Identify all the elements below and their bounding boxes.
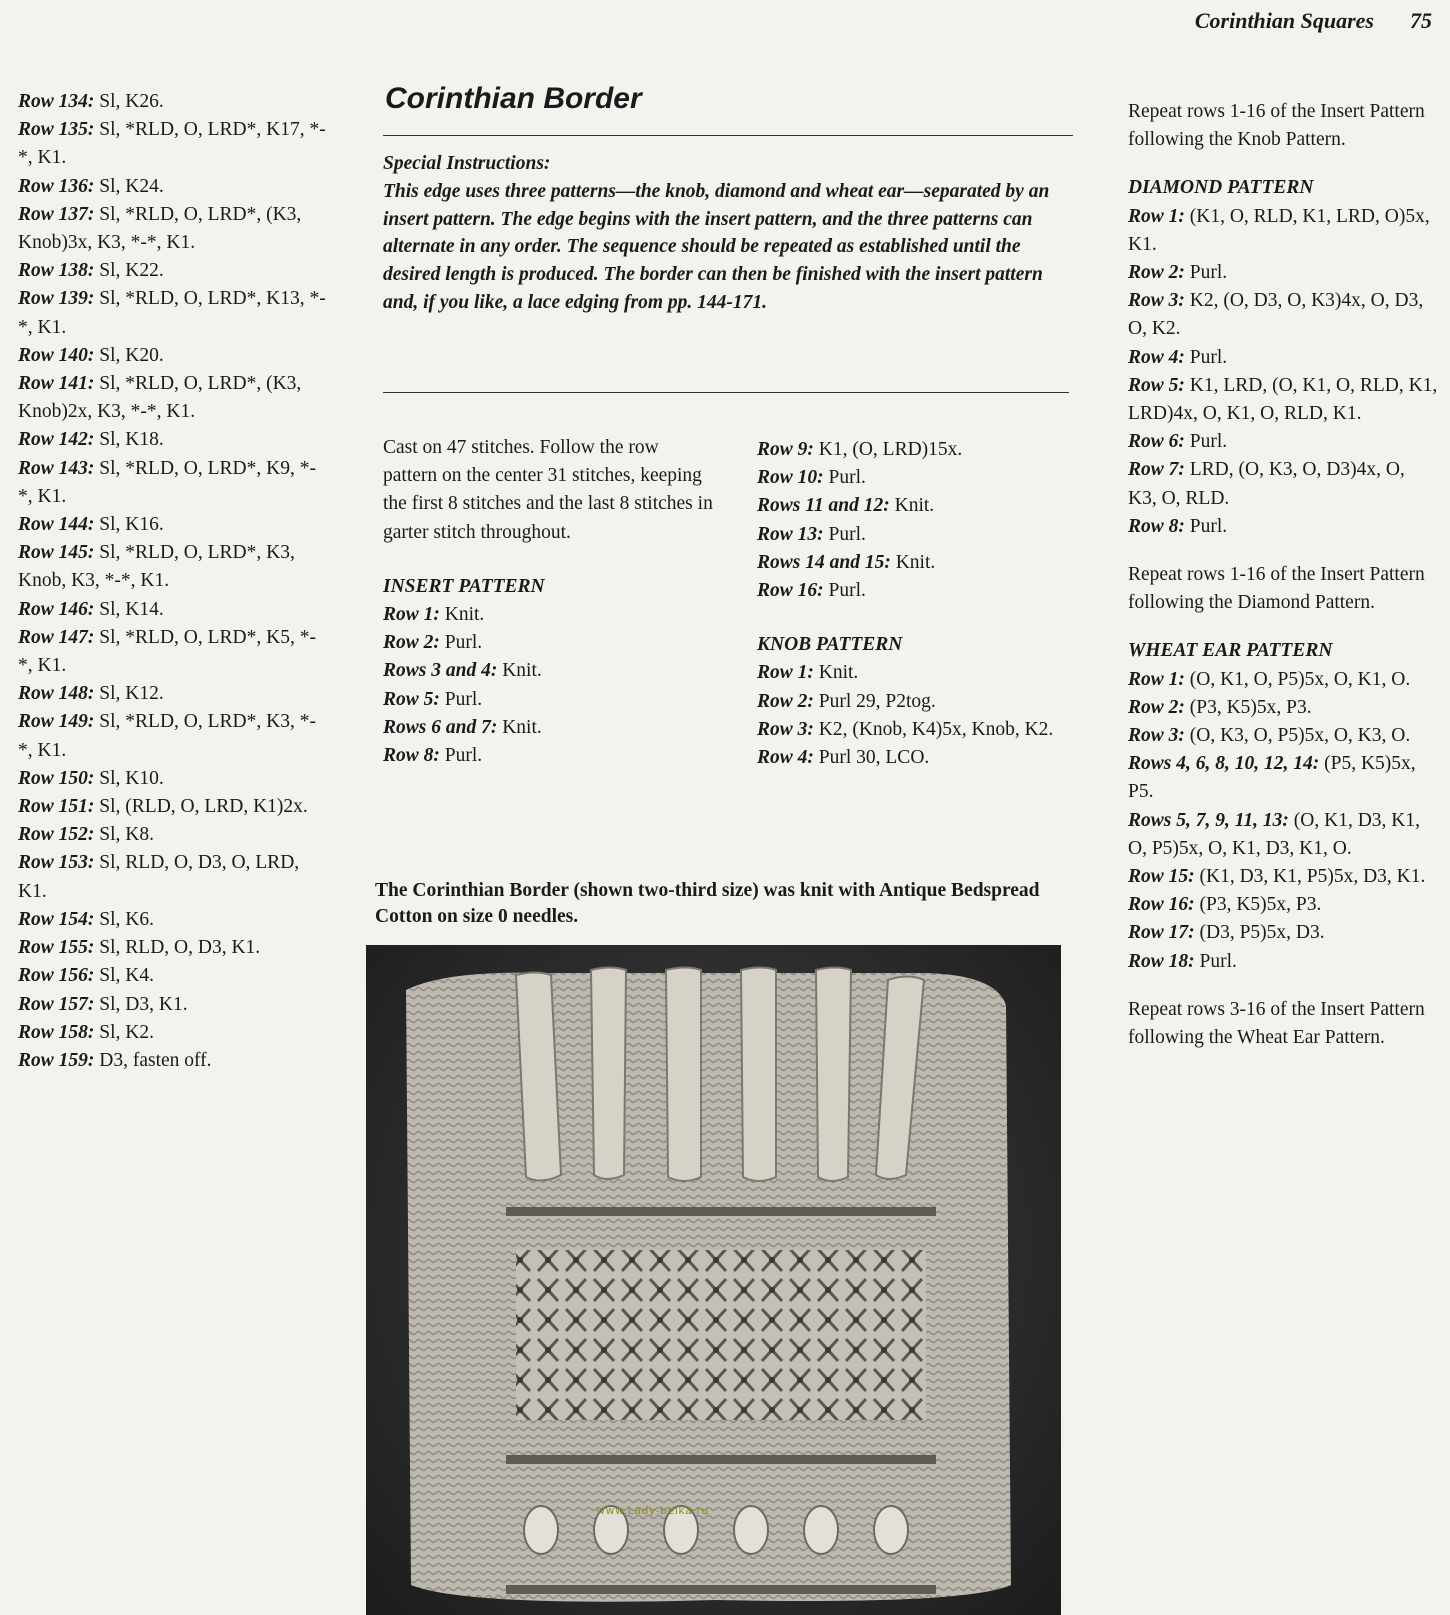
row-line: Rows 5, 7, 9, 11, 13: (O, K1, D3, K1, O, P5)5x, O, K1, D3, K1, O. (1128, 809, 1420, 859)
row-line: Row 2: Purl 29, P2tog. (757, 690, 936, 712)
row-line: Row 5: Purl. (383, 688, 483, 710)
row-line: Row 142: Sl, K18. (18, 429, 164, 451)
knob-pattern-heading: KNOB PATTERN (757, 634, 903, 656)
spacer (383, 547, 713, 573)
row-line: Row 1: (O, K1, O, P5)5x, O, K1, O. (1128, 668, 1411, 690)
row-line: Row 1: Knit. (757, 662, 859, 684)
special-body: This edge uses three patterns—the knob, diamond and wheat ear—separated by an insert pattern. The edge begins with the insert pattern, and the three patterns can alternate in any order. The sequence should be repeated as established until the desired length is produced. The border can then be finished with the insert pattern and, if you like, a lace edging from pp. 144-171. (383, 180, 1050, 313)
row-line: Row 2: Purl. (1128, 262, 1228, 284)
row-line: Row 138: Sl, K22. (18, 260, 164, 282)
row-line: Row 1: (K1, O, RLD, K1, LRD, O)5x, K1. (1128, 205, 1430, 255)
row-line: Row 150: Sl, K10. (18, 767, 164, 789)
row-line: Row 10: Purl. (757, 467, 866, 489)
row-line: Row 16: Purl. (757, 580, 866, 602)
page-number: 75 (1410, 8, 1432, 33)
diamond-pattern (1128, 174, 1438, 541)
row-line: Row 148: Sl, K12. (18, 683, 164, 705)
row-line: Row 3: K2, (O, D3, O, K3)4x, O, D3, O, K2. (1128, 290, 1424, 340)
row-line: Row 139: Sl, *RLD, O, LRD*, K13, *-*, K1. (18, 288, 326, 338)
title-rule (383, 135, 1073, 136)
row-line: Row 158: Sl, K2. (18, 1021, 154, 1043)
row-line: Rows 3 and 4: Knit. (383, 660, 542, 682)
row-line: Row 4: Purl 30, LCO. (757, 747, 930, 769)
insert-continued-column (757, 436, 1057, 772)
instructions-rule (383, 392, 1069, 393)
special-instructions (383, 150, 1063, 317)
row-line: Row 6: Purl. (1128, 431, 1228, 453)
row-line: Row 15: (K1, D3, K1, P5)5x, D3, K1. (1128, 866, 1426, 888)
row-line: Row 16: (P3, K5)5x, P3. (1128, 894, 1322, 916)
row-line: Row 13: Purl. (757, 523, 866, 545)
row-line: Row 7: LRD, (O, K3, O, D3)4x, O, K3, O, RLD. (1128, 459, 1405, 509)
row-line: Row 154: Sl, K6. (18, 908, 154, 930)
row-line: Row 18: Purl. (1128, 950, 1237, 972)
row-line: Row 152: Sl, K8. (18, 824, 154, 846)
row-line: Row 135: Sl, *RLD, O, LRD*, K17, *-*, K1. (18, 119, 326, 169)
running-head (1195, 8, 1432, 34)
row-line: Row 147: Sl, *RLD, O, LRD*, K5, *-*, K1. (18, 626, 316, 677)
row-line: Rows 4, 6, 8, 10, 12, 14: (P5, K5)5x, P5. (1128, 753, 1416, 803)
row-line: Row 136: Sl, K24. (18, 175, 164, 197)
knitted-swatch-photo (366, 945, 1061, 1615)
row-line: Rows 6 and 7: Knit. (383, 716, 542, 738)
photo-caption (375, 878, 1075, 930)
repeat-note: Repeat rows 3-16 of the Insert Pattern following the Wheat Ear Pattern. (1128, 998, 1425, 1049)
left-column (18, 88, 328, 1075)
row-line: Row 137: Sl, *RLD, O, LRD*, (K3, Knob)3x, K3, *-*, K1. (18, 203, 302, 254)
row-line: Row 149: Sl, *RLD, O, LRD*, K3, *-*, K1. (18, 711, 316, 761)
row-line: Row 4: Purl. (1128, 346, 1228, 368)
cast-on-column (383, 434, 713, 770)
repeat-note: Repeat rows 1-16 of the Insert Pattern following the Diamond Pattern. (1128, 564, 1425, 614)
row-line: Row 3: (O, K3, O, P5)5x, O, K3, O. (1128, 725, 1411, 747)
row-line: Row 141: Sl, *RLD, O, LRD*, (K3, Knob)2x, K3, *-*, K1. (18, 373, 302, 423)
row-line: Row 146: Sl, K14. (18, 598, 164, 620)
running-head-title: Corinthian Squares (1194, 8, 1374, 33)
row-line: Rows 14 and 15: Knit. (757, 551, 936, 573)
row-line: Rows 11 and 12: Knit. (757, 495, 935, 517)
special-heading: Special Instructions: (383, 153, 551, 174)
diamond-pattern-heading: DIAMOND PATTERN (1128, 177, 1314, 199)
wheat-ear-pattern (1128, 637, 1438, 975)
row-line: Row 140: Sl, K20. (18, 344, 164, 366)
row-line: Row 2: (P3, K5)5x, P3. (1128, 696, 1312, 718)
row-line: Row 3: K2, (Knob, K4)5x, Knob, K2. (757, 718, 1054, 740)
caption-text: The Corinthian Border (shown two-third size) was knit with Antique Bedspread Cotton on size 0 needles. (375, 880, 1040, 927)
right-column (1128, 98, 1438, 1072)
row-line: Row 8: Purl. (1128, 515, 1228, 537)
row-line: Row 145: Sl, *RLD, O, LRD*, K3, Knob, K3, *-*, K1. (18, 542, 295, 592)
row-line: Row 134: Sl, K26. (18, 91, 164, 112)
row-line: Row 151: Sl, (RLD, O, LRD, K1)2x. (18, 796, 308, 818)
row-line: Row 5: K1, LRD, (O, K1, O, RLD, K1, LRD)4x, O, K1, O, RLD, K1. (1128, 374, 1438, 425)
row-line: Row 153: Sl, RLD, O, D3, O, LRD, K1. (18, 852, 300, 902)
insert-pattern-heading: INSERT PATTERN (383, 575, 545, 597)
row-line: Row 157: Sl, D3, K1. (18, 993, 188, 1015)
spacer (757, 605, 1057, 631)
repeat-note: Repeat rows 1-16 of the Insert Pattern following the Knob Pattern. (1128, 101, 1425, 151)
row-line: Row 143: Sl, *RLD, O, LRD*, K9, *-*, K1. (18, 457, 316, 507)
row-line: Row 2: Purl. (383, 632, 483, 654)
row-line: Row 144: Sl, K16. (18, 514, 164, 536)
row-line: Row 1: Knit. (383, 604, 485, 626)
row-line: Row 159: D3, fasten off. (18, 1049, 212, 1071)
row-line: Row 156: Sl, K4. (18, 965, 154, 987)
wheat-ear-pattern-heading: WHEAT EAR PATTERN (1128, 640, 1333, 662)
watermark-text: www.Lady-belka.ru (596, 1504, 709, 1517)
cast-on-text: Cast on 47 stitches. Follow the row pattern on the center 31 stitches, keeping the first 8 stitches and the last 8 stitches in garter stitch throughout. (383, 437, 713, 543)
row-line: Row 155: Sl, RLD, O, D3, K1. (18, 937, 261, 959)
diamond-lace-panel (516, 1250, 926, 1420)
row-line: Row 17: (D3, P5)5x, D3. (1128, 922, 1325, 944)
row-line: Row 9: K1, (O, LRD)15x. (757, 439, 963, 460)
section-title: Corinthian Border (385, 82, 642, 115)
row-line: Row 8: Purl. (383, 745, 483, 767)
knitted-swatch-image (366, 945, 1061, 1615)
